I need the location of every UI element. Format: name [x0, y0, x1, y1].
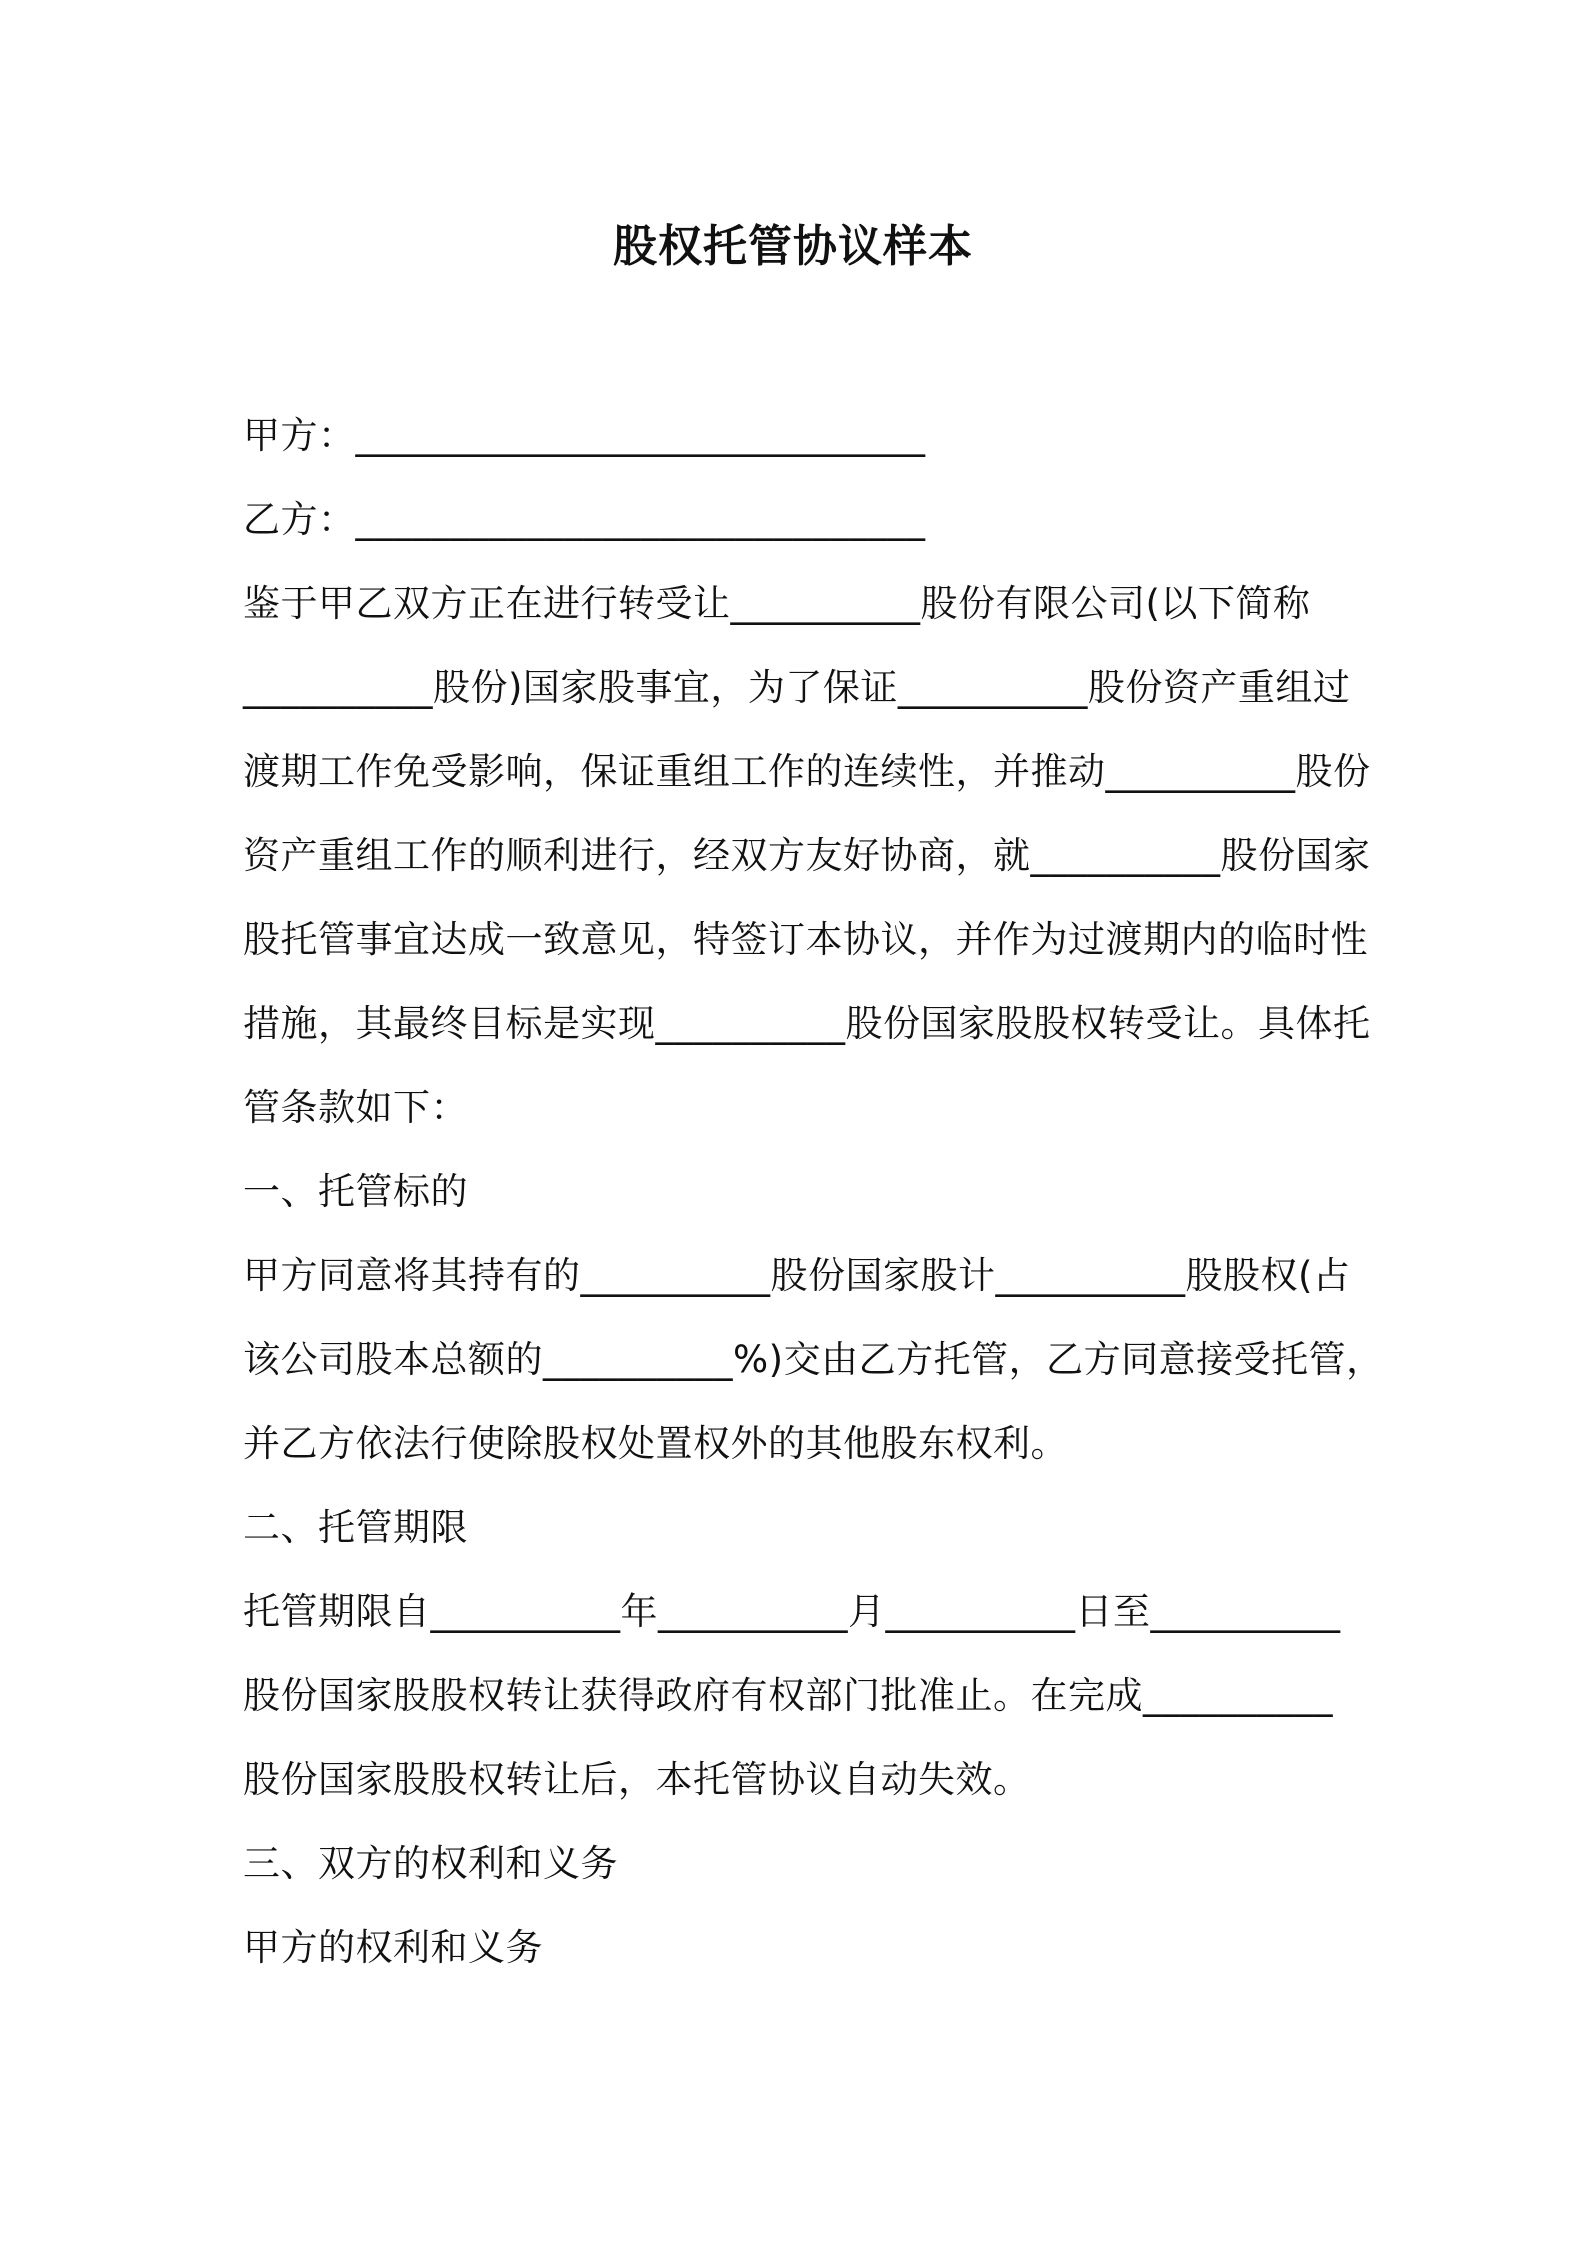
paragraph-line: 渡期工作免受影响，保证重组工作的连续性，并推动__________股份: [243, 750, 1371, 793]
section-heading: 二、托管期限: [243, 1506, 468, 1549]
paragraph-line: 管条款如下：: [243, 1086, 468, 1129]
paragraph-line: 并乙方依法行使除股权处置权外的其他股东权利。: [243, 1422, 1068, 1465]
paragraph-line: 股份国家股股权转让后，本托管协议自动失效。: [243, 1758, 1031, 1801]
party-a-line: 甲方：______________________________: [243, 414, 926, 457]
paragraph-line: 股份国家股股权转让获得政府有权部门批准止。在完成__________: [243, 1674, 1333, 1717]
paragraph-line: 措施，其最终目标是实现__________股份国家股股权转受让。具体托: [243, 1002, 1371, 1045]
paragraph-line: 股托管事宜达成一致意见，特签订本协议，并作为过渡期内的临时性: [243, 918, 1368, 961]
paragraph-line: 资产重组工作的顺利进行，经双方友好协商，就__________股份国家: [243, 834, 1371, 877]
section-heading: 三、双方的权利和义务: [243, 1842, 618, 1885]
paragraph-line: 鉴于甲乙双方正在进行转受让__________股份有限公司(以下简称: [243, 582, 1311, 625]
subsection-heading: 甲方的权利和义务: [243, 1926, 543, 1969]
paragraph-line: 该公司股本总额的__________%)交由乙方托管，乙方同意接受托管，: [243, 1338, 1384, 1381]
paragraph-line: 甲方同意将其持有的__________股份国家股计__________股股权(占: [243, 1254, 1351, 1297]
section-heading: 一、托管标的: [243, 1170, 468, 1213]
document-title: 股权托管协议样本: [613, 221, 973, 272]
party-b-line: 乙方：______________________________: [243, 498, 926, 541]
paragraph-line: __________股份)国家股事宜，为了保证__________股份资产重组过: [243, 666, 1351, 709]
paragraph-line: 托管期限自__________年__________月__________日至__________: [243, 1590, 1341, 1633]
